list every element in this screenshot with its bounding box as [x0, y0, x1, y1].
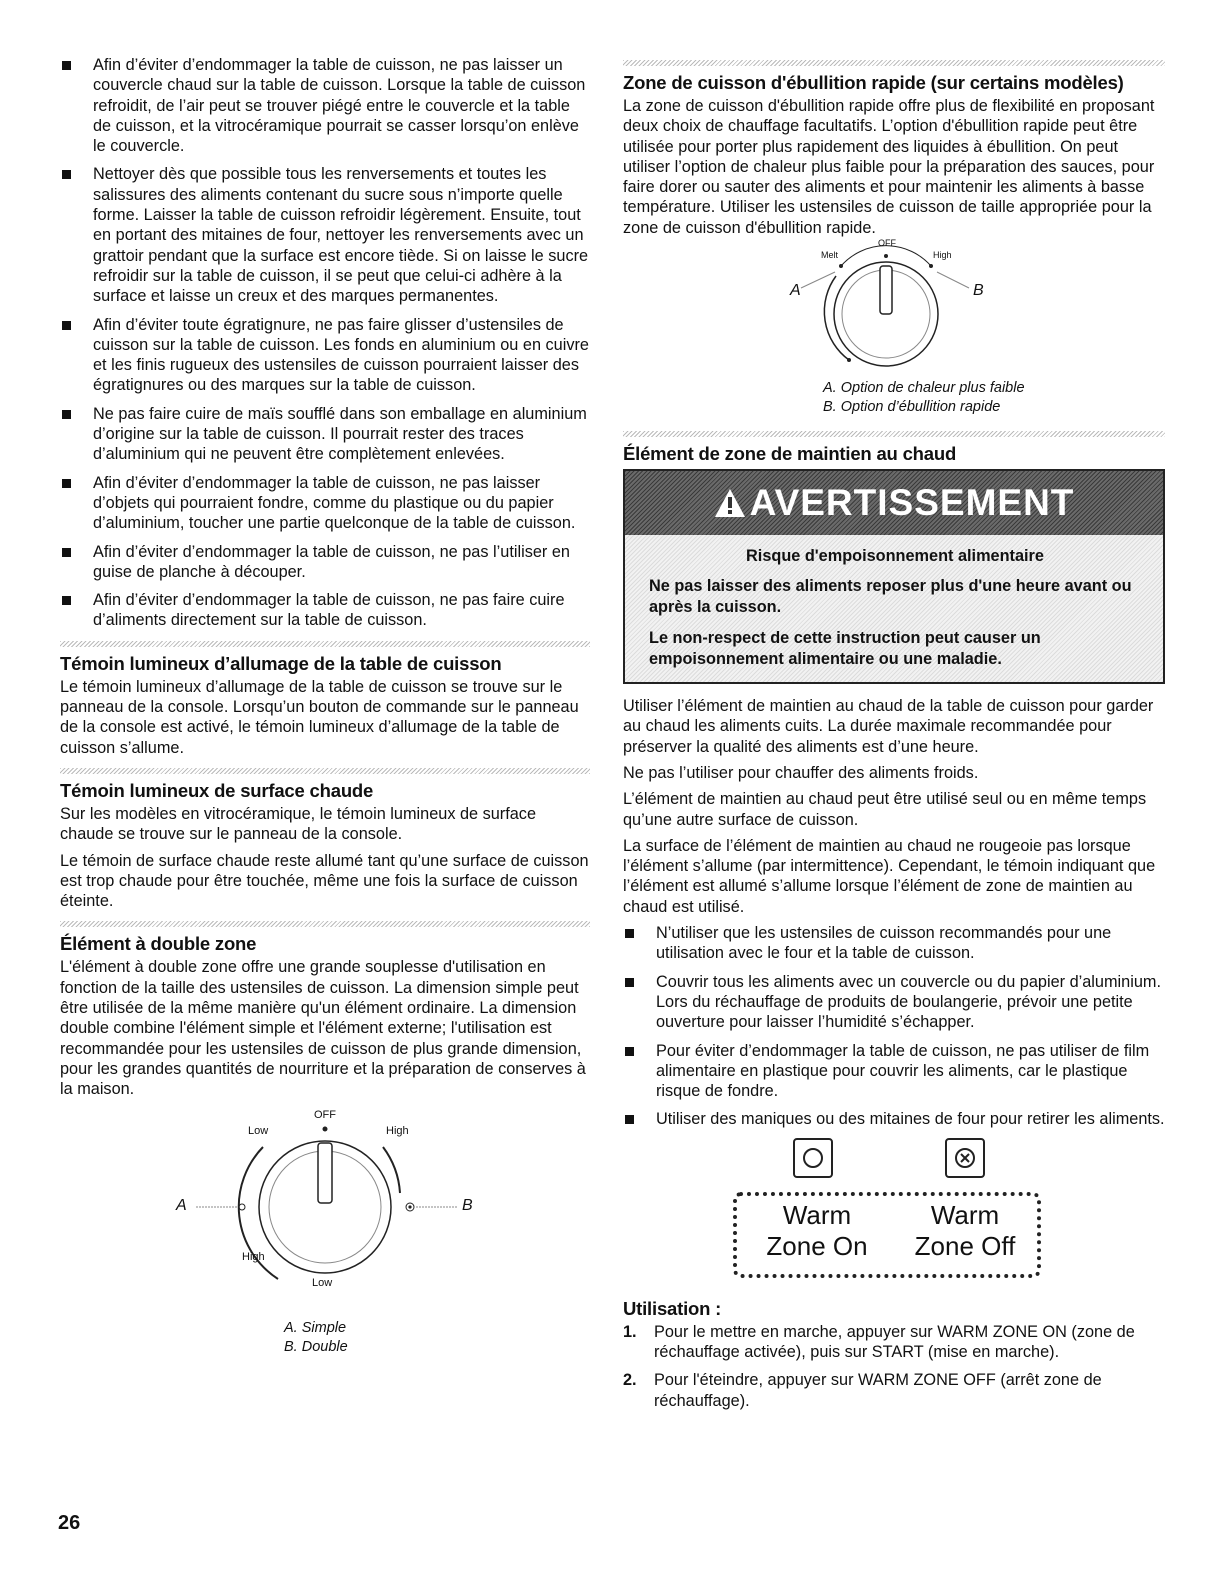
section-divider: [60, 641, 590, 647]
callout-b: B: [462, 1197, 473, 1215]
circle-icon: [801, 1146, 825, 1170]
knob-off-label: OFF: [878, 238, 896, 249]
figure-caption: [284, 1319, 590, 1357]
warm-zone-bullet-list: [623, 923, 1165, 1130]
section-title-usage: Utilisation :: [623, 1297, 722, 1319]
warm-zone-control-panel: [723, 1138, 1123, 1298]
section-divider: [60, 768, 590, 774]
rapid-boil-knob-icon: [623, 244, 1165, 379]
warning-line: Le non-respect de cette instruction peut causer un empoisonnement alimentaire ou une maladie.: [649, 629, 1041, 669]
warning-triangle-icon: [714, 488, 746, 518]
knob-off-label: OFF: [314, 1109, 336, 1122]
figure-caption: [823, 379, 1165, 417]
knob-high-label: High: [933, 250, 952, 261]
list-item: Ne pas faire cuire de maïs soufflé dans son emballage en aluminium d’origine sur la table de cuisson. Il pourrait rester des traces d’aluminium qui ne peuvent être complètement enlevées.: [60, 404, 590, 465]
page-number: 26: [58, 1512, 81, 1534]
caption-b: B. Double: [284, 1339, 348, 1356]
paragraph: Le témoin lumineux d’allumage de la table de cuisson se trouve sur le panneau de la console. Lorsqu’un bouton de commande sur le panneau de la console est activé, le témoin lumineux d’allumage de la table de cuisson s’allume.: [60, 677, 579, 757]
list-item: Pour éviter d’endommager la table de cuisson, ne pas utiliser de film alimentaire en plastique pour couvrir les aliments, car le plastique risque de fondre.: [623, 1041, 1165, 1102]
callout-b: B: [973, 282, 984, 300]
list-item: Couvrir tous les aliments avec un couvercle ou du papier d’aluminium. Lors du réchauffage de produits de boulangerie, prévoir une petite ouverture pour laisser l’humidité s’échapper.: [623, 972, 1165, 1033]
paragraph: L’élément de maintien au chaud peut être utilisé seul ou en même temps qu’une autre surface de cuisson.: [623, 790, 1147, 829]
step-number: 1.: [623, 1322, 637, 1341]
caption-a: A. Option de chaleur plus faible: [823, 380, 1025, 397]
knob-low-label: Low: [248, 1125, 269, 1138]
caption-a: A. Simple: [284, 1320, 347, 1337]
list-item: Utiliser des maniques ou des mitaines de four pour retirer les aliments.: [623, 1109, 1165, 1129]
warm-zone-on-label: [747, 1200, 887, 1262]
list-item: Nettoyer dès que possible tous les renversements et toutes les salissures des aliments contenant du sucre sous n’importe quelle forme. Laisser la table de cuisson refroidir légèrement. Ensuite, tout en portant des mitaines de four, nettoyer les renversements avec un grattoir pendant que la surface est encore tiède. Si on laisse le sucre refroidir sur la table de cuisson, il se peut que celui-ci adhère à la surface et laisse un creux et des marques permanentes.: [60, 164, 590, 306]
step-number: 2.: [623, 1371, 637, 1390]
right-column: [623, 60, 1165, 1419]
step-text: Pour le mettre en marche, appuyer sur WARM ZONE ON (zone de réchauffage activée), puis sur START (mise en marche).: [654, 1322, 1135, 1362]
list-item: Afin d’éviter d’endommager la table de cuisson, ne pas faire cuire d’aliments directement sur la table de cuisson.: [60, 590, 590, 631]
list-item: Afin d’éviter d’endommager la table de cuisson, ne pas laisser d’objets qui pourraient fondre, comme du plastique ou du papier d’aluminium, toucher une partie quelconque de la table de cuisson.: [60, 473, 590, 534]
knob-high-label: High: [386, 1125, 409, 1138]
warning-header: [625, 471, 1163, 535]
section-divider: [60, 921, 590, 927]
knob-melt-label: Melt: [821, 250, 839, 261]
section-title-dual-zone: Élément à double zone: [60, 933, 257, 955]
rapid-boil-knob-figure: [623, 238, 1165, 379]
section-divider: [623, 60, 1165, 66]
section-title-rapid-boil: Zone de cuisson d'ébullition rapide (sur certains modèles): [623, 72, 1124, 93]
circle-x-icon: [953, 1146, 977, 1170]
label-line: Warm: [930, 1199, 1000, 1230]
list-item: [623, 1370, 1165, 1411]
dual-zone-knob-figure: [60, 1107, 590, 1317]
list-item: Afin d’éviter toute égratignure, ne pas faire glisser d’ustensiles de cuisson sur la table de cuisson. Les fonds en aluminium ou en cuivre et les finis rugueux des ustensiles de cuisson pourraient laisser des égratignures ou des marques sur la table de cuisson.: [60, 315, 590, 396]
warning-body: [625, 535, 1163, 682]
warm-zone-on-button[interactable]: [793, 1138, 833, 1178]
warning-risk: Risque d'empoisonnement alimentaire: [746, 547, 1044, 566]
list-item: Afin d’éviter d’endommager la table de cuisson, ne pas l’utiliser en guise de planche à découper.: [60, 542, 590, 583]
step-text: Pour l'éteindre, appuyer sur WARM ZONE OFF (arrêt zone de réchauffage).: [654, 1371, 1102, 1410]
section-title-cooktop-light: Témoin lumineux d’allumage de la table de cuisson: [60, 652, 502, 674]
label-line: Warm: [782, 1199, 852, 1230]
callout-a: A: [176, 1197, 187, 1215]
paragraph: Utiliser l’élément de maintien au chaud de la table de cuisson pour garder au chaud les aliments cuits. La durée maximale recommandée pour préserver la qualité des aliments est d’une heure.: [623, 697, 1154, 756]
knob-low-bottom-label: Low: [312, 1277, 333, 1290]
section-divider: [623, 431, 1165, 437]
label-line: Zone Off: [914, 1230, 1016, 1261]
callout-a: A: [790, 282, 801, 300]
paragraph: Ne pas l’utiliser pour chauffer des aliments froids.: [623, 763, 979, 782]
warning-box: [623, 469, 1165, 684]
care-bullet-list: [60, 55, 590, 631]
paragraph: La surface de l’élément de maintien au chaud ne rougeoie pas lorsque l’élément s’allume (par intermittence). Cependant, le témoin indiquant que l’élément est allumé s’allume lorsque l’élément de zone de maintien au chaud est utilisé.: [623, 836, 1156, 916]
usage-steps: [623, 1322, 1165, 1411]
warm-zone-off-button[interactable]: [945, 1138, 985, 1178]
warning-title: AVERTISSEMENT: [749, 482, 1075, 524]
caption-b: B. Option d’ébullition rapide: [823, 399, 1001, 416]
knob-high-bottom-label: High: [242, 1251, 265, 1264]
warm-zone-off-label: [895, 1200, 1035, 1262]
warning-line: Ne pas laisser des aliments reposer plus d'une heure avant ou après la cuisson.: [649, 577, 1132, 617]
left-column: [60, 55, 590, 1357]
paragraph: La zone de cuisson d'ébullition rapide offre plus de flexibilité en proposant deux choix de chauffage facultatifs. L’option d'ébullition rapide peut être utilisée pour porter plus rapidement des liquides à ébullition. On peut utiliser l’option de chaleur plus faible pour la préparation des sauces, pour faire dorer ou sauter des aliments et pour maintenir les aliments à basse température. Utiliser les ustensiles de cuisson de taille appropriée pour la zone de cuisson d'ébullition rapide.: [623, 97, 1155, 237]
paragraph: Sur les modèles en vitrocéramique, le témoin lumineux de surface chaude se trouve sur le panneau de la console.: [60, 804, 537, 844]
list-item: Afin d’éviter d’endommager la table de cuisson, ne pas laisser un couvercle chaud sur la table de cuisson. Lorsque la table de cuisson refroidit, de l’air peut se trouver piégé entre le couvercle et la table de cuisson, et la vitrocéramique pourrait se casser lorsqu’on enlève le couvercle.: [60, 55, 590, 156]
list-item: [623, 1322, 1165, 1363]
section-title-warm-zone: Élément de zone de maintien au chaud: [623, 443, 957, 465]
list-item: N’utiliser que les ustensiles de cuisson recommandés pour une utilisation avec le four et la table de cuisson.: [623, 923, 1165, 964]
paragraph: L'élément à double zone offre une grande souplesse d'utilisation en fonction de la taille des ustensiles de cuisson. La dimension simple peut être utilisée de la même manière qu'un élément ordinaire. La dimension double combine l'élément simple et l'élément externe; l'utilisation est recommandée pour les ustensiles de cuisson de plus grande dimension, pour les grandes quantités de nourriture et la préparation de conserves à la maison.: [60, 958, 586, 1099]
label-line: Zone On: [766, 1230, 868, 1261]
section-title-hot-surface: Témoin lumineux de surface chaude: [60, 779, 374, 801]
paragraph: Le témoin de surface chaude reste allumé tant qu’une surface de cuisson est trop chaude pour être touchée, même une fois la surface de cuisson éteinte.: [60, 851, 589, 911]
